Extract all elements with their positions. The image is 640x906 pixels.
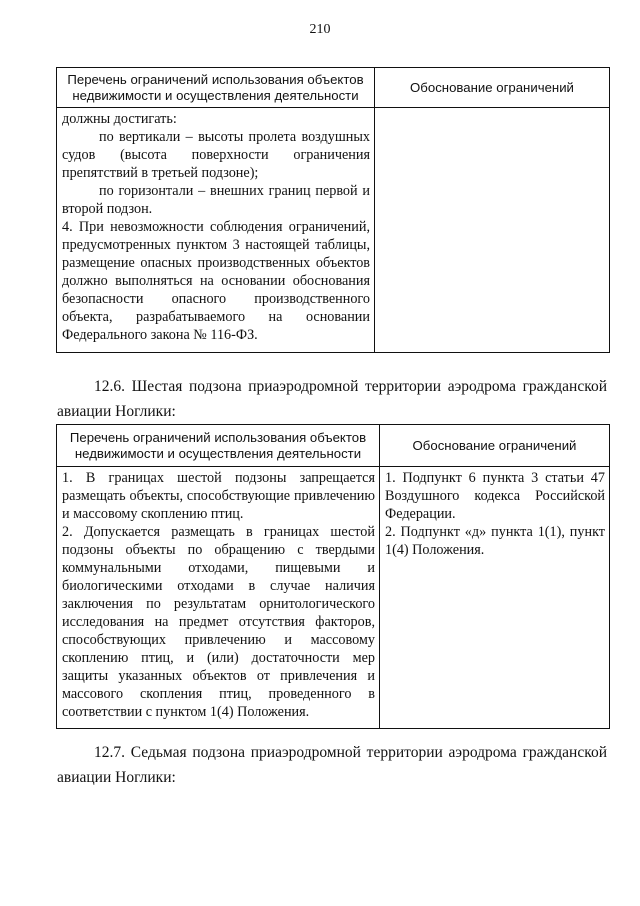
paragraph: 2. Допускается размещать в границах шестой подзоны объекты по обращению с твердыми коммунальными отходами, пищевыми и биологическими отходами в случае наличия заключения по результатам орнитологического исследования на предмет отсутствия факторов, способствующих привлечению и массовому скоплению птиц, и (или) достаточности мер защиты указанных объектов от привлечения и массового скопления птиц, проведенного в соответствии с пунктом 1(4) Положения. xyxy=(62,524,375,720)
header-justification: Обоснование ограничений xyxy=(375,68,610,108)
restrictions-cell xyxy=(57,467,380,729)
section-12-7-heading: 12.7. Седьмая подзона приаэродромной территории аэродрома гражданской авиации Ноглики: xyxy=(57,744,607,786)
paragraph: по вертикали – высоты пролета воздушных судов (высота поверхности ограничения препятствий в третьей подзоне); xyxy=(62,129,370,181)
restrictions-cell xyxy=(57,108,375,353)
paragraph: должны достигать: xyxy=(62,111,177,127)
justification-cell xyxy=(380,467,610,729)
paragraph: 4. При невозможности соблюдения ограничений, предусмотренных пунктом 3 настоящей таблицы, размещение опасных производственных объектов должно выполняться на основании обоснования безопасности опасного производственного объекта, разрабатываемого на основании Федерального закона № 116-ФЗ. xyxy=(62,219,370,343)
header-restrictions-list: Перечень ограничений использования объектов недвижимости и осуществления деятельности xyxy=(57,425,380,467)
paragraph: 1. В границах шестой подзоны запрещается размещать объекты, способствующие привлечению и массовому скоплению птиц. xyxy=(62,470,375,522)
sixth-subzone-table xyxy=(56,424,610,729)
paragraph: по горизонтали – внешних границ первой и второй подзон. xyxy=(62,183,370,217)
restrictions-table-continued xyxy=(56,67,610,353)
page-number: 210 xyxy=(309,22,331,37)
header-restrictions-list: Перечень ограничений использования объектов недвижимости и осуществления деятельности xyxy=(57,68,375,108)
justification-cell xyxy=(375,108,610,353)
section-12-6-heading: 12.6. Шестая подзона приаэродромной территории аэродрома гражданской авиации Ноглики: xyxy=(57,378,607,420)
header-justification: Обоснование ограничений xyxy=(380,425,610,467)
paragraph: 1. Подпункт 6 пункта 3 статьи 47 Воздушного кодекса Российской Федерации. xyxy=(385,470,605,522)
paragraph: 2. Подпункт «д» пункта 1(1), пункт 1(4) Положения. xyxy=(385,524,605,558)
